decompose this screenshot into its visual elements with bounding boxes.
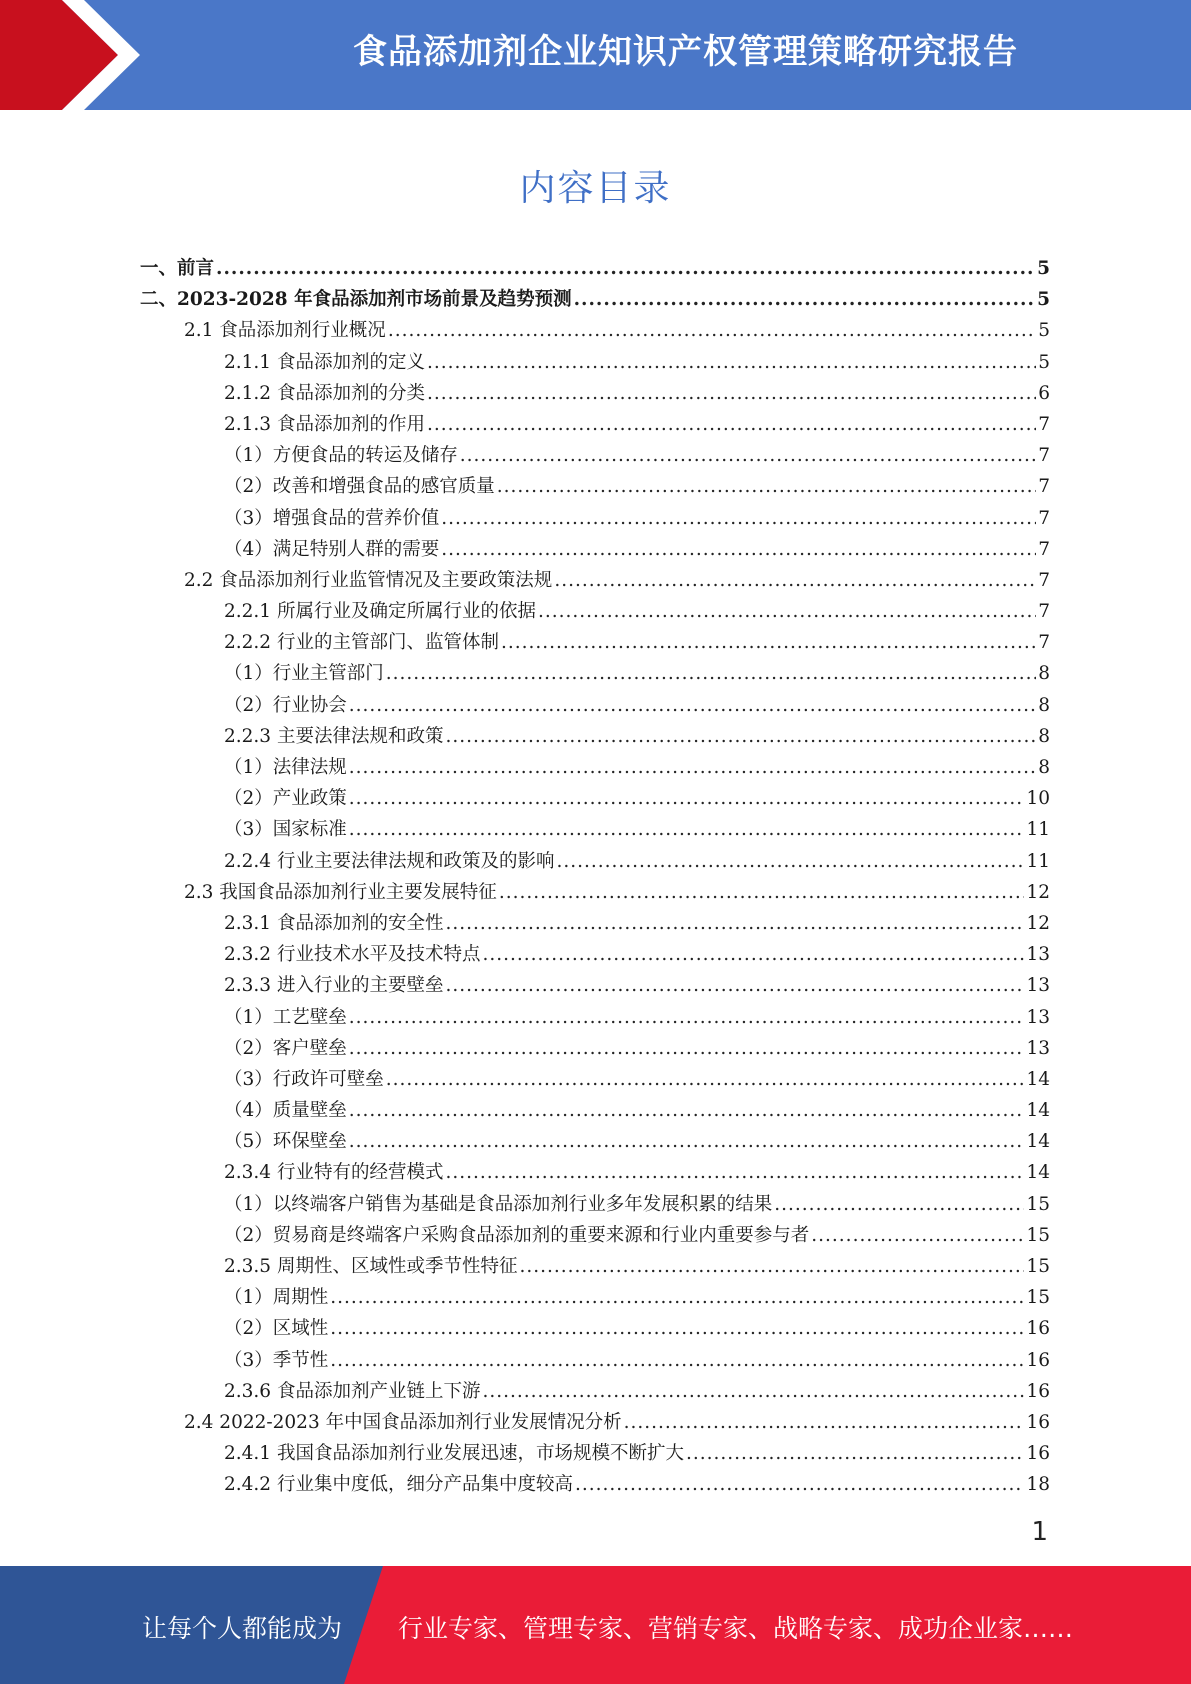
toc-entry[interactable]	[140, 1157, 1050, 1188]
toc-entry[interactable]	[140, 658, 1050, 689]
toc-leader-dots	[330, 1345, 1024, 1376]
toc-leader-dots	[349, 1126, 1025, 1157]
toc-entry-title: （1）周期性	[224, 1287, 329, 1309]
toc-leader-dots	[574, 284, 1036, 315]
toc-entry-page: 13	[1026, 944, 1050, 966]
header-band	[0, 0, 1191, 110]
toc-entry-title: 2.3.4 行业特有的经营模式	[224, 1162, 444, 1184]
toc-entry[interactable]	[140, 877, 1050, 908]
toc-entry[interactable]	[140, 409, 1050, 440]
toc-entry-title: （2）贸易商是终端客户采购食品添加剂的重要来源和行业内重要参与者	[224, 1224, 810, 1246]
toc-entry-title: （1）工艺壁垒	[224, 1006, 347, 1028]
toc-entry[interactable]	[140, 783, 1050, 814]
toc-entry[interactable]	[140, 471, 1050, 502]
toc-entry-title: （3）国家标准	[224, 819, 347, 841]
toc-entry[interactable]	[140, 1407, 1050, 1438]
toc-entry-page: 18	[1026, 1474, 1050, 1496]
toc-entry-page: 13	[1026, 1006, 1050, 1028]
toc-leader-dots	[482, 1376, 1024, 1407]
toc-entry-page: 16	[1026, 1411, 1050, 1433]
toc-entry-page: 7	[1038, 507, 1050, 529]
toc-entry-title: （2）区域性	[224, 1318, 329, 1340]
toc-entry-title: 2.3.6 食品添加剂产业链上下游	[224, 1380, 481, 1402]
toc-leader-dots	[811, 1220, 1024, 1251]
toc-entry-page: 7	[1038, 601, 1050, 623]
toc-leader-dots	[349, 1002, 1025, 1033]
toc-entry-title: （3）增强食品的营养价值	[224, 507, 440, 529]
toc-leader-dots	[499, 877, 1025, 908]
toc-leader-dots	[538, 596, 1036, 627]
toc-entry-title: （5）环保壁垒	[224, 1131, 347, 1153]
toc-entry-title: 2.2 食品添加剂行业监管情况及主要政策法规	[184, 569, 553, 591]
toc-entry-page: 15	[1026, 1224, 1050, 1246]
toc-leader-dots	[441, 534, 1036, 565]
toc-entry[interactable]	[140, 1438, 1050, 1469]
toc-entry[interactable]	[140, 846, 1050, 877]
toc-entry[interactable]	[140, 440, 1050, 471]
toc-entry[interactable]	[140, 378, 1050, 409]
toc-entry-title: 2.3.5 周期性、区域性或季节性特征	[224, 1256, 518, 1277]
toc-entry-title: （1）行业主管部门	[224, 663, 384, 685]
toc-entry-page: 8	[1038, 725, 1050, 747]
toc-entry-title: （3）季节性	[224, 1349, 329, 1371]
toc-entry-title: 2.1 食品添加剂行业概况	[184, 320, 386, 342]
toc-entry-title: 2.2.4 行业主要法律法规和政策及的影响	[224, 850, 555, 872]
toc-entry-page: 7	[1038, 445, 1050, 467]
toc-leader-dots	[349, 690, 1036, 721]
toc-leader-dots	[575, 1469, 1024, 1500]
toc-leader-dots	[427, 409, 1036, 440]
toc-entry-page: 10	[1026, 788, 1050, 810]
toc-leader-dots	[501, 627, 1036, 658]
toc-entry[interactable]	[140, 627, 1050, 658]
toc-entry-page: 13	[1026, 1037, 1050, 1059]
toc-entry-page: 5	[1038, 320, 1050, 342]
toc-entry-page: 13	[1026, 975, 1050, 997]
toc-entry[interactable]	[140, 596, 1050, 627]
toc-entry[interactable]	[140, 284, 1050, 315]
toc-entry[interactable]	[140, 534, 1050, 565]
toc-entry-title: （2）行业协会	[224, 694, 347, 716]
toc-heading: 内容目录	[519, 168, 672, 209]
toc-entry[interactable]	[140, 503, 1050, 534]
toc-leader-dots	[445, 908, 1024, 939]
toc-entry-title: （1）以终端客户销售为基础是食品添加剂行业多年发展积累的结果	[224, 1193, 773, 1215]
toc-entry-page: 7	[1038, 538, 1050, 560]
toc-leader-dots	[686, 1438, 1024, 1469]
toc-leader-dots	[386, 1064, 1025, 1095]
toc-leader-dots	[386, 658, 1036, 689]
toc-entry[interactable]	[140, 1220, 1050, 1251]
toc-leader-dots	[554, 565, 1036, 596]
toc-entry-page: 15	[1026, 1256, 1050, 1277]
toc-entry[interactable]	[140, 1313, 1050, 1344]
page-number: 1	[1031, 1517, 1048, 1547]
toc-entry-page: 14	[1026, 1068, 1050, 1090]
toc-leader-dots	[441, 503, 1036, 534]
toc-entry[interactable]	[140, 253, 1050, 284]
toc-leader-dots	[445, 721, 1036, 752]
toc-entry-title: （4）满足特别人群的需要	[224, 538, 440, 560]
toc-entry[interactable]	[140, 315, 1050, 346]
toc-entry-page: 16	[1026, 1443, 1050, 1465]
toc-leader-dots	[349, 752, 1036, 783]
toc-entry-title: 2.2.3 主要法律法规和政策	[224, 725, 444, 747]
toc-entry-page: 12	[1026, 912, 1050, 934]
toc-entry-page: 14	[1026, 1100, 1050, 1122]
toc-entry-page: 7	[1038, 569, 1050, 591]
toc-entry[interactable]	[140, 1251, 1050, 1282]
toc-entry-page: 11	[1026, 819, 1050, 841]
toc-entry-title: 2.4 2022-2023 年中国食品添加剂行业发展情况分析	[184, 1411, 622, 1433]
toc-entry[interactable]	[140, 908, 1050, 939]
toc-leader-dots	[349, 1095, 1025, 1126]
toc-entry-page: 16	[1026, 1380, 1050, 1402]
toc-entry-page: 7	[1038, 632, 1050, 654]
toc-entry[interactable]	[140, 1345, 1050, 1376]
toc-entry[interactable]	[140, 1095, 1050, 1126]
toc-entry-title: （4）质量壁垒	[224, 1100, 347, 1122]
toc-leader-dots	[330, 1282, 1024, 1313]
toc-entry[interactable]	[140, 1064, 1050, 1095]
toc-entry-title: 2.4.2 行业集中度低，细分产品集中度较高	[224, 1474, 573, 1496]
toc-leader-dots	[774, 1189, 1024, 1220]
toc-entry[interactable]	[140, 970, 1050, 1001]
toc-leader-dots	[427, 378, 1036, 409]
toc-entry[interactable]	[140, 939, 1050, 970]
toc-entry[interactable]	[140, 1126, 1050, 1157]
toc-entry-title: 2.3 我国食品添加剂行业主要发展特征	[184, 881, 497, 903]
toc-leader-dots	[482, 939, 1024, 970]
toc-leader-dots	[460, 440, 1036, 471]
toc-leader-dots	[388, 315, 1036, 346]
toc-entry[interactable]	[140, 347, 1050, 378]
toc-leader-dots	[330, 1313, 1024, 1344]
toc-entry-page: 15	[1026, 1287, 1050, 1309]
toc-entry-page: 5	[1037, 258, 1050, 279]
table-of-contents	[140, 253, 1050, 1501]
toc-entry-title: 2.3.1 食品添加剂的安全性	[224, 912, 444, 934]
toc-entry[interactable]	[140, 752, 1050, 783]
toc-entry-page: 14	[1026, 1131, 1050, 1153]
toc-entry-title: （1）方便食品的转运及储存	[224, 445, 458, 467]
toc-entry-title: 2.1.2 食品添加剂的分类	[224, 382, 425, 404]
toc-entry[interactable]	[140, 690, 1050, 721]
document-title: 食品添加剂企业知识产权管理策略研究报告	[353, 32, 1018, 72]
toc-leader-dots	[427, 347, 1036, 378]
toc-entry-title: （2）客户壁垒	[224, 1037, 347, 1059]
toc-entry-title: （2）产业政策	[224, 788, 347, 810]
toc-leader-dots	[216, 253, 1035, 284]
toc-entry-page: 8	[1038, 694, 1050, 716]
toc-entry-page: 5	[1038, 351, 1050, 373]
toc-entry-title: 2.3.2 行业技术水平及技术特点	[224, 944, 481, 966]
toc-entry-title: （3）行政许可壁垒	[224, 1068, 384, 1090]
toc-entry-title: （2）改善和增强食品的感官质量	[224, 476, 495, 498]
toc-entry[interactable]	[140, 1189, 1050, 1220]
toc-entry-title: 2.1.1 食品添加剂的定义	[224, 351, 425, 373]
toc-entry[interactable]	[140, 814, 1050, 845]
toc-leader-dots	[556, 846, 1024, 877]
toc-leader-dots	[349, 783, 1025, 814]
toc-entry-title: 2.4.1 我国食品添加剂行业发展迅速，市场规模不断扩大	[224, 1443, 684, 1465]
toc-leader-dots	[519, 1251, 1024, 1282]
toc-entry-page: 8	[1038, 663, 1050, 685]
toc-entry[interactable]	[140, 1469, 1050, 1500]
toc-entry-page: 7	[1038, 476, 1050, 498]
toc-leader-dots	[445, 1157, 1024, 1188]
toc-entry-page: 6	[1038, 382, 1050, 404]
toc-entry-page: 8	[1038, 757, 1050, 778]
toc-entry-title: 2.3.3 进入行业的主要壁垒	[224, 975, 444, 997]
toc-entry-page: 16	[1026, 1318, 1050, 1340]
toc-entry-title: 二、2023-2028 年食品添加剂市场前景及趋势预测	[140, 289, 572, 311]
toc-entry-title: （1）法律法规	[224, 757, 347, 778]
toc-entry-page: 7	[1038, 413, 1050, 435]
toc-entry[interactable]	[140, 1282, 1050, 1313]
toc-entry-page: 15	[1026, 1193, 1050, 1215]
toc-entry[interactable]	[140, 1033, 1050, 1064]
toc-leader-dots	[349, 1033, 1025, 1064]
toc-entry-title: 2.2.2 行业的主管部门、监管体制	[224, 632, 499, 654]
footer-slogan-right: 行业专家、管理专家、营销专家、战略专家、成功企业家……	[398, 1614, 1074, 1643]
toc-entry[interactable]	[140, 1002, 1050, 1033]
toc-entry-title: 2.2.1 所属行业及确定所属行业的依据	[224, 601, 536, 623]
toc-leader-dots	[349, 814, 1025, 845]
toc-entry-page: 12	[1026, 881, 1050, 903]
toc-leader-dots	[497, 471, 1036, 502]
toc-entry-page: 16	[1026, 1349, 1050, 1371]
toc-entry-page: 11	[1026, 850, 1050, 872]
toc-entry-title: 一、前言	[140, 258, 215, 279]
toc-entry[interactable]	[140, 721, 1050, 752]
toc-entry[interactable]	[140, 565, 1050, 596]
toc-leader-dots	[445, 970, 1024, 1001]
toc-entry-page: 5	[1037, 289, 1050, 311]
toc-entry-page: 14	[1026, 1162, 1050, 1184]
footer-slogan-left: 让每个人都能成为	[142, 1614, 343, 1643]
toc-entry[interactable]	[140, 1376, 1050, 1407]
toc-entry-title: 2.1.3 食品添加剂的作用	[224, 413, 425, 435]
toc-leader-dots	[624, 1407, 1025, 1438]
